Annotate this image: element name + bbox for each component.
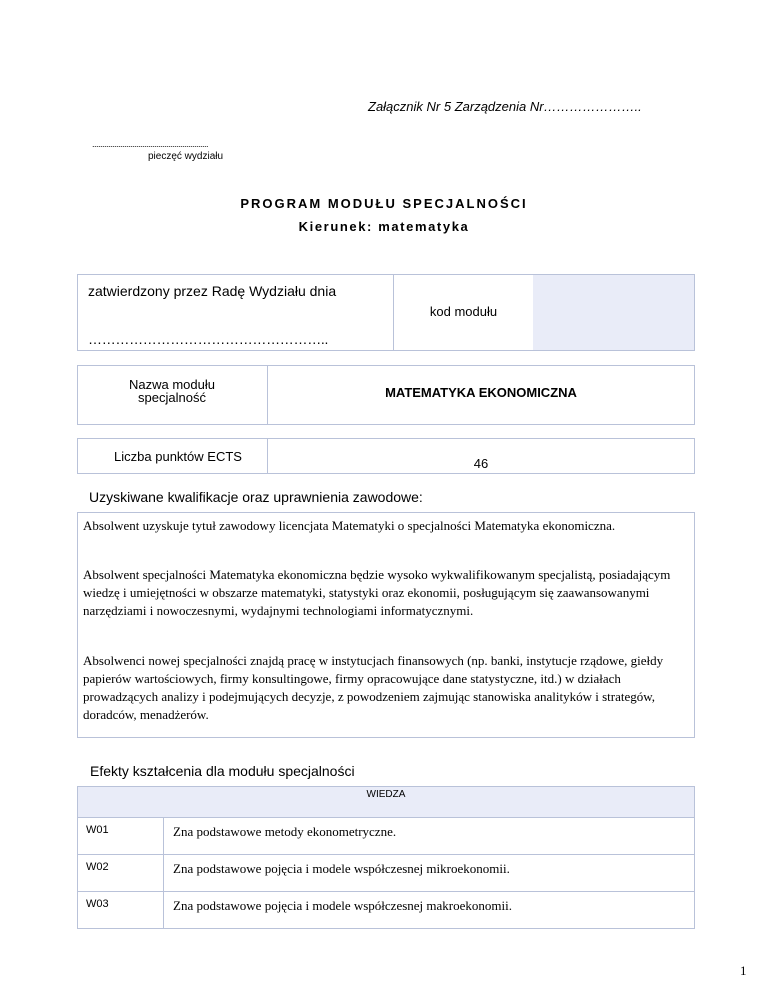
- approval-text: zatwierdzony przez Radę Wydziału dnia: [88, 283, 337, 299]
- seal-dotted-line: ..........................................................: [92, 139, 209, 149]
- effect-code: W01: [78, 818, 164, 855]
- module-code-field: [533, 275, 694, 350]
- qualifications-paragraph-3: Absolwenci nowej specjalności znajdą pracę w instytucjach finansowych (np. banki, instytucje rządowe, giełdy papierów wartościowych, firmy konsultingowe, firmy opracowujące dane statystyczne, itd.) w działach prowadzących analizy i podejmujących decyzje, z powodzeniem zajmując stanowiska analityków i strategów, doradców, menadżerów.: [83, 653, 664, 722]
- effect-description: Zna podstawowe pojęcia i modele współczesnej makroekonomii.: [164, 892, 695, 929]
- qualifications-heading: Uzyskiwane kwalifikacje oraz uprawnienia zawodowe:: [89, 489, 423, 505]
- faculty-seal-label: pieczęć wydziału: [148, 151, 224, 162]
- effect-code: W03: [78, 892, 164, 929]
- effects-table: [77, 786, 695, 929]
- approval-date-dots: ……………………………………………..: [88, 331, 329, 347]
- effect-description: Zna podstawowe metody ekonometryczne.: [164, 818, 695, 855]
- table-row: [78, 892, 695, 929]
- document-subtitle: Kierunek: matematyka: [298, 219, 470, 234]
- page-number: 1: [740, 963, 747, 978]
- document-title: PROGRAM MODUŁU SPECJALNOŚCI: [240, 196, 528, 211]
- qualifications-paragraph-1: Absolwent uzyskuje tytuł zawodowy licencjata Matematyki o specjalności Matematyka ekonomiczna.: [83, 518, 616, 533]
- effect-description: Zna podstawowe pojęcia i modele współczesnej mikroekonomii.: [164, 855, 695, 892]
- module-name-value: MATEMATYKA EKONOMICZNA: [385, 385, 577, 400]
- module-name-label-line2: specjalność: [138, 390, 206, 405]
- module-name-label: [88, 378, 256, 404]
- module-name-label-line1: Nazwa modułu: [129, 377, 215, 392]
- ects-label: Liczba punktów ECTS: [114, 449, 242, 464]
- effect-code: W02: [78, 855, 164, 892]
- qualifications-paragraph-2: Absolwent specjalności Matematyka ekonomiczna będzie wysoko wykwalifikowanym specjalistą, posiadającym wiedzę i umiejętności w obszarze matematyki, statystyki oraz ekonomii, posługującym się zaawansowanymi narzędziami i nowoczesnymi, wydajnymi technologiami informatycznymi.: [83, 567, 671, 618]
- effects-section-row: [78, 787, 695, 818]
- annex-reference: Załącznik Nr 5 Zarządzenia Nr…………………..: [368, 99, 642, 114]
- effects-heading: Efekty kształcenia dla modułu specjalności: [90, 763, 355, 779]
- section-header-knowledge: WIEDZA: [78, 787, 695, 818]
- ects-value: 46: [473, 456, 489, 471]
- table-row: [78, 855, 695, 892]
- table-row: [78, 818, 695, 855]
- module-code-label: kod modułu: [429, 304, 498, 319]
